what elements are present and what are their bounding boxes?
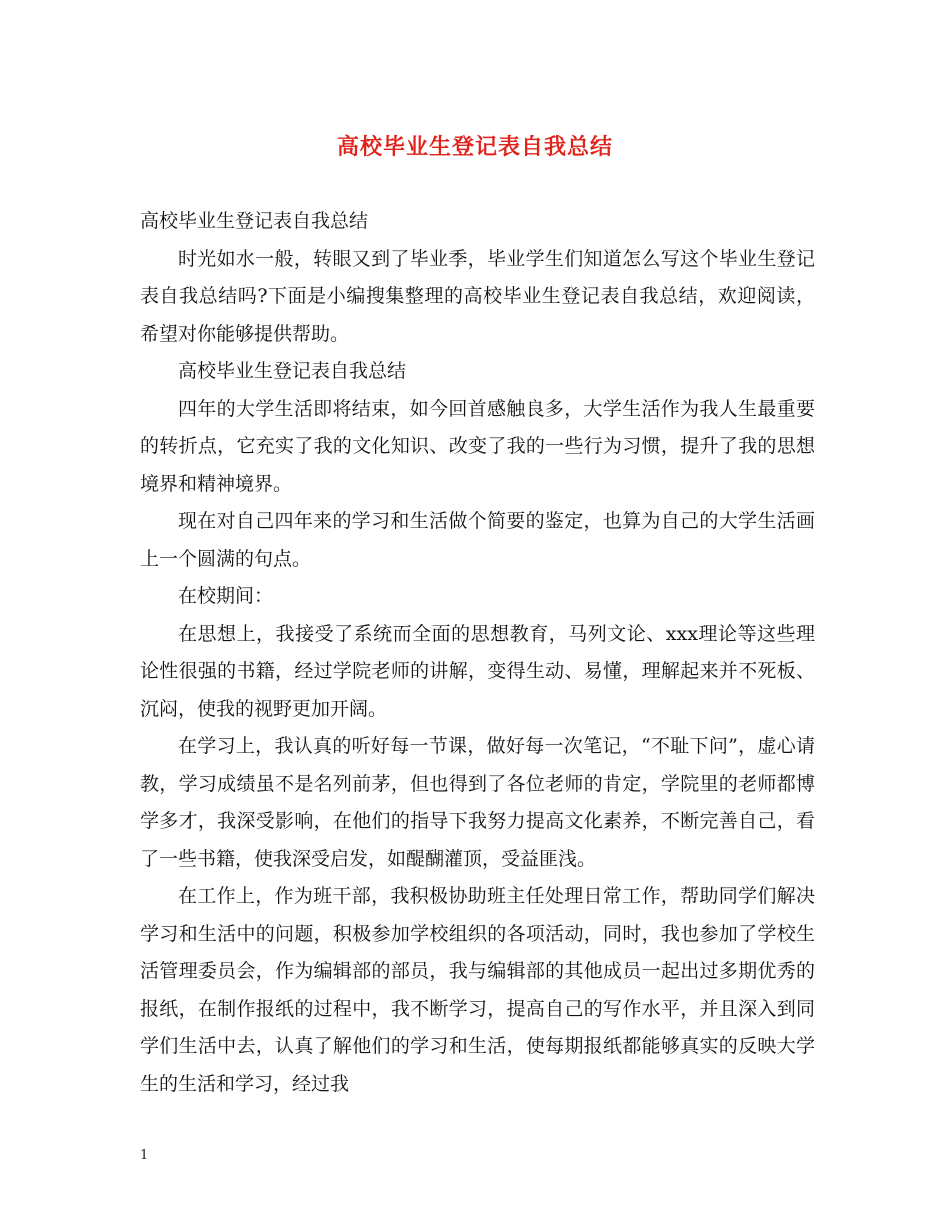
paragraph: 在学习上，我认真的听好每一节课，做好每一次笔记，“不耻下问”，虚心请教，学习成绩虽不是名列前茅，但也得到了各位老师的肯定，学院里的老师都博学多才，我深受影响，在他们的指导下我努力提高文化素养，不断完善自己，看了一些书籍，使我深受启发，如醍醐灌顶，受益匪浅。 — [140, 735, 815, 870]
page-number: 1 — [140, 1148, 149, 1163]
document-title: 高校毕业生登记表自我总结 — [336, 134, 613, 160]
paragraph-subtitle: 高校毕业生登记表自我总结 — [140, 210, 369, 232]
paragraph-heading: 高校毕业生登记表自我总结 — [178, 360, 407, 382]
paragraph: 在校期间： — [178, 585, 274, 607]
paragraph: 现在对自己四年来的学习和生活做个简要的鉴定，也算为自己的大学生活画上一个圆满的句点。 — [140, 510, 815, 570]
document-body — [140, 203, 815, 1103]
paragraph: 四年的大学生活即将结束，如今回首感触良多，大学生活作为我人生最重要的转折点，它充实了我的文化知识、改变了我的一些行为习惯，提升了我的思想境界和精神境界。 — [140, 397, 815, 495]
paragraph-intro: 时光如水一般，转眼又到了毕业季，毕业学生们知道怎么写这个毕业生登记表自我总结吗?下面是小编搜集整理的高校毕业生登记表自我总结，欢迎阅读，希望对你能够提供帮助。 — [140, 247, 815, 345]
paragraph: 在思想上，我接受了系统而全面的思想教育，马列文论、xxx理论等这些理论性很强的书籍，经过学院老师的讲解，变得生动、易懂，理解起来并不死板、沉闷，使我的视野更加开阔。 — [140, 622, 815, 720]
paragraph: 在工作上，作为班干部，我积极协助班主任处理日常工作，帮助同学们解决学习和生活中的问题，积极参加学校组织的各项活动，同时，我也参加了学校生活管理委员会，作为编辑部的部员，我与编辑部的其他成员一起出过多期优秀的报纸，在制作报纸的过程中，我不断学习，提高自己的写作水平，并且深入到同学们生活中去，认真了解他们的学习和生活，使每期报纸都能够真实的反映大学生的生活和学习，经过我 — [140, 885, 815, 1095]
